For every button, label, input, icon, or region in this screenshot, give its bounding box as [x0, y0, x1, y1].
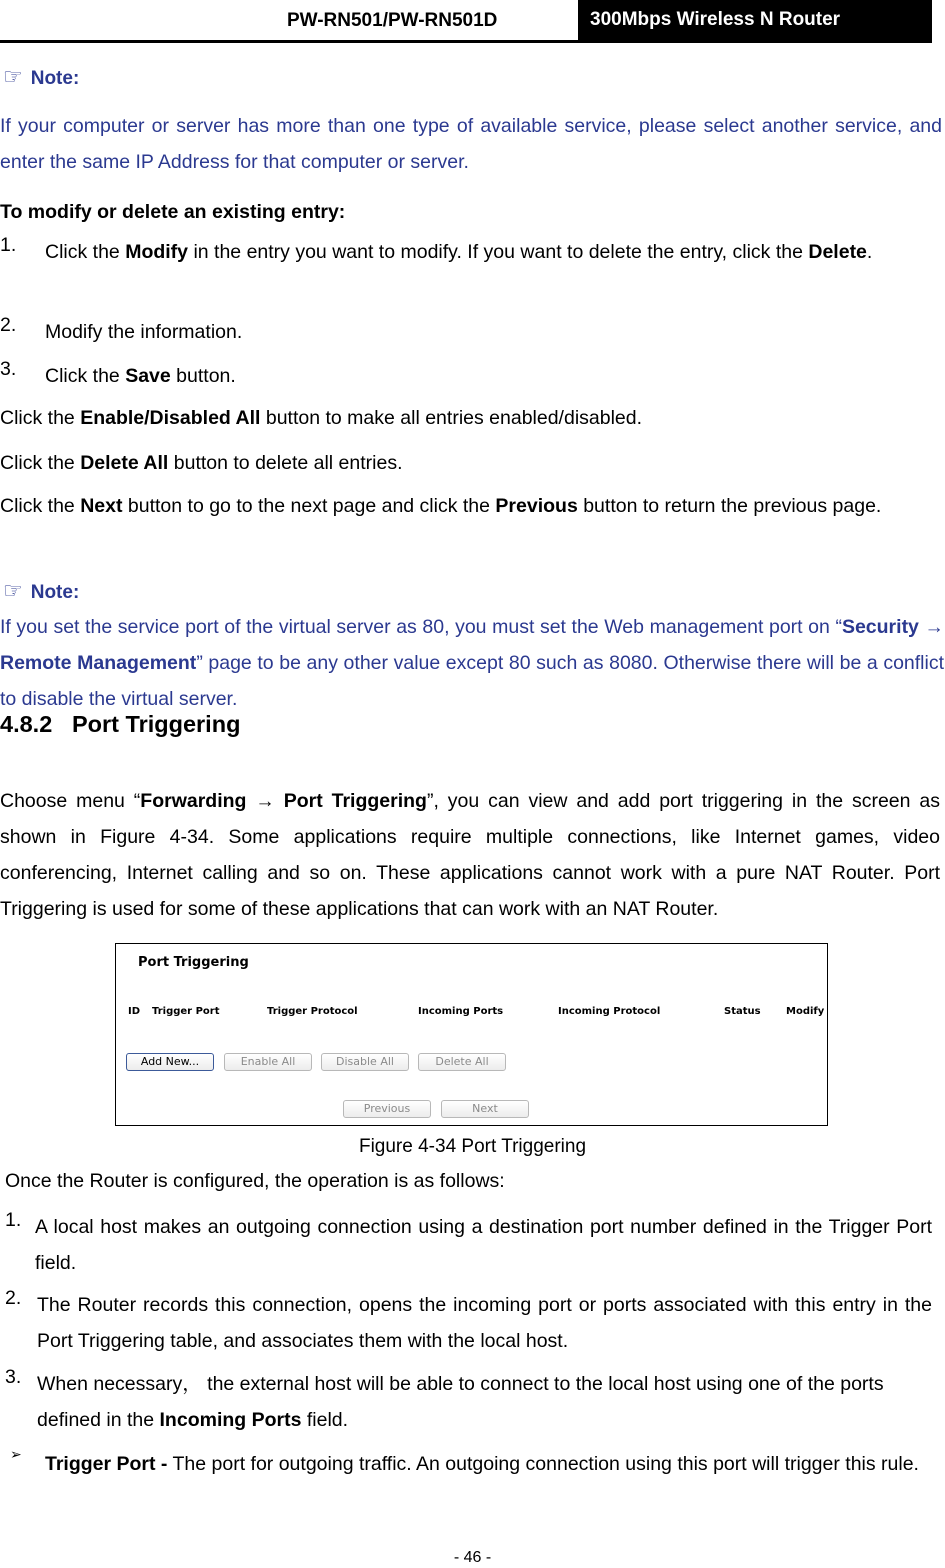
- definition-text: Trigger Port - The port for outgoing traffic. An outgoing connection using this port will trigger this rule.: [45, 1453, 919, 1475]
- step-number: 1.: [0, 234, 17, 256]
- note-text: If you set the service port of the virtual server as 80, you must set the Web management port on “Security → Remote Management” page to be any other value except 80 such as 8080. Otherwise there will be a conflict to disable the virtual server.: [0, 616, 945, 710]
- paragraph-next-previous: Click the Next button to go to the next page and click the Previous button to return the previous page.: [0, 495, 882, 517]
- step-text: Click the Modify in the entry you want to modify. If you want to delete the entry, click the Delete.: [45, 241, 873, 263]
- pointing-hand-icon: ☞: [3, 64, 23, 89]
- step-number: 1.: [5, 1209, 22, 1231]
- step-text: Modify the information.: [45, 321, 243, 343]
- operation-intro: Once the Router is configured, the operation is as follows:: [5, 1170, 505, 1192]
- pointing-hand-icon: ☞: [3, 578, 23, 603]
- step-text: The Router records this connection, opens the incoming port or ports associated with this entry in the Port Triggering table, and associates them with the local host.: [37, 1294, 932, 1352]
- column-trigger-protocol: Trigger Protocol: [267, 1006, 358, 1017]
- disable-all-button[interactable]: Disable All: [321, 1053, 409, 1071]
- step-number: 2.: [5, 1287, 22, 1309]
- paragraph-enable-disable: Click the Enable/Disabled All button to make all entries enabled/disabled.: [0, 407, 643, 429]
- column-id: ID: [128, 1006, 141, 1017]
- section-number: 4.8.2: [0, 711, 53, 737]
- step-text: When necessary， the external host will be able to connect to the local host using one of the ports defined in the Incoming Ports field.: [37, 1373, 884, 1431]
- step-number: 3.: [0, 358, 17, 380]
- previous-button[interactable]: Previous: [343, 1100, 431, 1118]
- step-number: 3.: [5, 1366, 22, 1388]
- section-heading: [0, 711, 240, 738]
- column-modify: Modify: [786, 1006, 825, 1017]
- note-label: Note:: [30, 68, 80, 89]
- next-button[interactable]: Next: [441, 1100, 529, 1118]
- column-status: Status: [724, 1006, 761, 1017]
- note-heading: [3, 64, 79, 90]
- figure-caption: Figure 4-34 Port Triggering: [358, 1136, 587, 1157]
- step-number: 2.: [0, 314, 17, 336]
- header-model: PW-RN501/PW-RN501D: [287, 10, 498, 31]
- arrow-bullet-icon: ➢: [10, 1446, 22, 1462]
- note-label: Note:: [30, 582, 80, 603]
- step-text: A local host makes an outgoing connection using a destination port number defined in the Trigger Port field.: [35, 1216, 932, 1274]
- section-title: Port Triggering: [72, 711, 241, 737]
- column-trigger-port: Trigger Port: [152, 1006, 220, 1017]
- column-incoming-ports: Incoming Ports: [418, 1006, 504, 1017]
- figure-title: Port Triggering: [138, 955, 249, 970]
- header-product: 300Mbps Wireless N Router: [578, 0, 932, 40]
- delete-all-button[interactable]: Delete All: [418, 1053, 506, 1071]
- column-incoming-protocol: Incoming Protocol: [558, 1006, 661, 1017]
- page-header: [0, 0, 932, 43]
- note-heading: [3, 578, 79, 604]
- add-new-button[interactable]: Add New...: [126, 1053, 214, 1071]
- note-text: If your computer or server has more than one type of available service, please select another service, and enter the same IP Address for that computer or server.: [0, 115, 942, 173]
- port-triggering-screenshot: [115, 943, 828, 1126]
- enable-all-button[interactable]: Enable All: [224, 1053, 312, 1071]
- section-body: Choose menu “Forwarding → Port Triggering”, you can view and add port triggering in the screen as shown in Figure 4-34. Some applications require multiple connections, like Internet games, video conferencing, Internet calling and so on. These applications cannot work with a pure NAT Router. Port Triggering is used for some of these applications that can work with an NAT Router.: [0, 790, 940, 920]
- page-number: - 46 -: [453, 1549, 492, 1566]
- step-text: Click the Save button.: [45, 365, 236, 387]
- paragraph-delete-all: Click the Delete All button to delete all entries.: [0, 452, 403, 474]
- modify-heading: To modify or delete an existing entry:: [0, 201, 346, 223]
